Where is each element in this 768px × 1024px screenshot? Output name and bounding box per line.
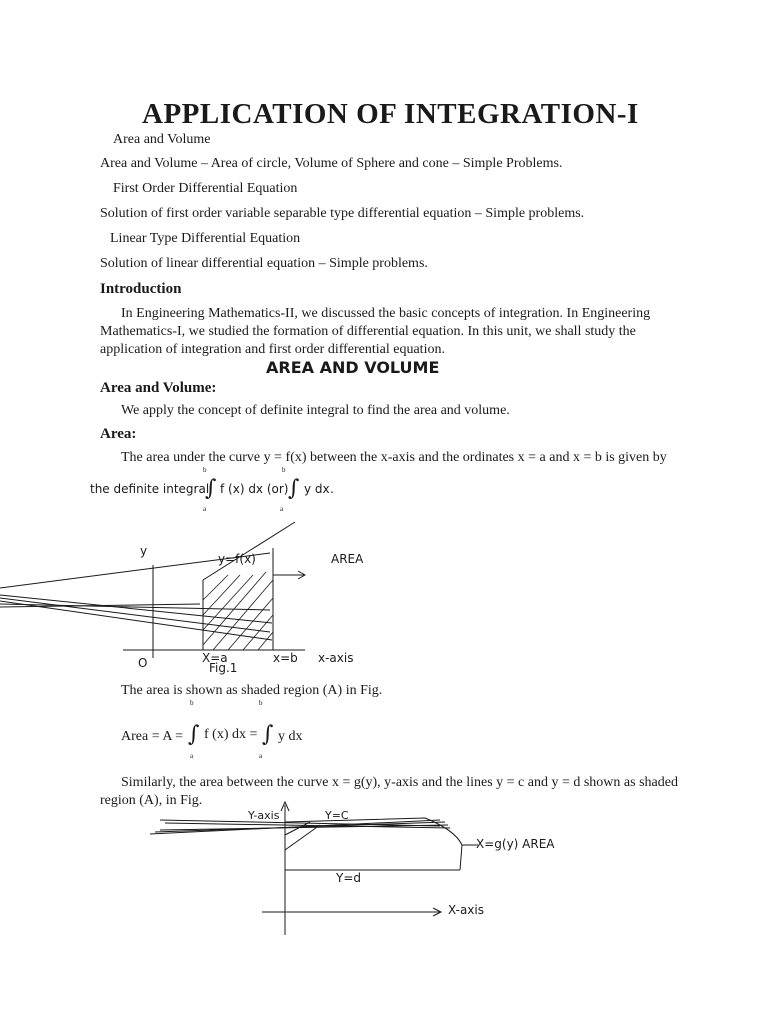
fig1-area-label: AREA — [331, 552, 364, 566]
fig1-xaxis-label: x-axis — [318, 651, 354, 665]
shaded-formula-int2: y dx — [278, 729, 303, 744]
int1-lower-limit: a — [203, 505, 207, 513]
syllabus-topic-3: Linear Type Differential Equation — [110, 231, 301, 246]
shaded-integral-sign-2: ∫ — [262, 722, 274, 747]
syllabus-topic-2: First Order Differential Equation — [113, 181, 298, 196]
fig1-origin-label: O — [138, 656, 148, 670]
fig2-yc-label: Y=C — [325, 809, 349, 822]
fig1-caption: Fig.1 — [209, 661, 238, 675]
shaded-int2-upper: b — [259, 699, 263, 707]
similarly-paragraph: Similarly, the area between the curve x = g(y), y-axis and the lines y = c and y = d shown as shaded region (A), in Fig. — [100, 775, 678, 808]
shaded-formula-int1: f (x) dx = — [204, 727, 258, 742]
formula-int2: y dx — [304, 482, 330, 496]
syllabus-desc-1: Area and Volume – Area of circle, Volume of Sphere and cone – Simple Problems. — [100, 156, 563, 171]
fig2-curve-label: X=g(y) AREA — [476, 837, 555, 851]
fig2-yaxis-label: Y-axis — [248, 809, 280, 822]
fig1-y-label: y — [140, 544, 148, 558]
page-title: APPLICATION OF INTEGRATION-I — [142, 98, 639, 130]
integral-sign-1: ∫ — [205, 476, 217, 501]
shaded-int2-lower: a — [259, 752, 263, 760]
area-volume-text: We apply the concept of definite integral to find the area and volume. — [121, 403, 510, 418]
area-text: The area under the curve y = f(x) between the x-axis and the ordinates x = a and x = b is given by — [121, 450, 667, 465]
formula-int1: f (x) dx (or) — [220, 482, 289, 496]
formula-prefix: the definite integral — [90, 482, 210, 496]
int1-upper-limit: b — [203, 466, 207, 474]
formula-end: . — [330, 482, 334, 496]
syllabus-desc-3: Solution of linear differential equation – Simple problems. — [100, 256, 428, 271]
intro-heading: Introduction — [100, 281, 182, 297]
fig2-xaxis-label: X-axis — [448, 903, 484, 917]
int2-upper-limit: b — [282, 466, 286, 474]
shaded-int1-lower: a — [190, 752, 194, 760]
area-heading: Area: — [100, 426, 137, 442]
intro-paragraph: In Engineering Mathematics-II, we discussed the basic concepts of integration. In Engineering Mathematics-I, we studied the formation of differential equation. In this unit, we shall study the application of integration and first order differential equation. — [100, 306, 651, 357]
shaded-formula-lhs: Area = A = — [121, 729, 184, 744]
fig1-xb-label: x=b — [273, 651, 298, 665]
int2-lower-limit: a — [280, 505, 284, 513]
fig1-curve-label: y=f(x) — [218, 552, 256, 566]
area-volume-heading: Area and Volume: — [100, 380, 217, 396]
fig1-xa-label: X=a — [202, 651, 228, 665]
syllabus-desc-2: Solution of first order variable separable type differential equation – Simple problems. — [100, 206, 585, 221]
shaded-integral-sign-1: ∫ — [188, 722, 200, 747]
shaded-text: The area is shown as shaded region (A) in Fig. — [121, 683, 383, 698]
syllabus-topic-1: Area and Volume — [113, 132, 211, 147]
shaded-int1-upper: b — [190, 699, 194, 707]
integral-sign-2: ∫ — [288, 476, 300, 501]
section-heading: AREA AND VOLUME — [266, 358, 440, 377]
fig2-yd-label: Y=d — [336, 871, 362, 885]
